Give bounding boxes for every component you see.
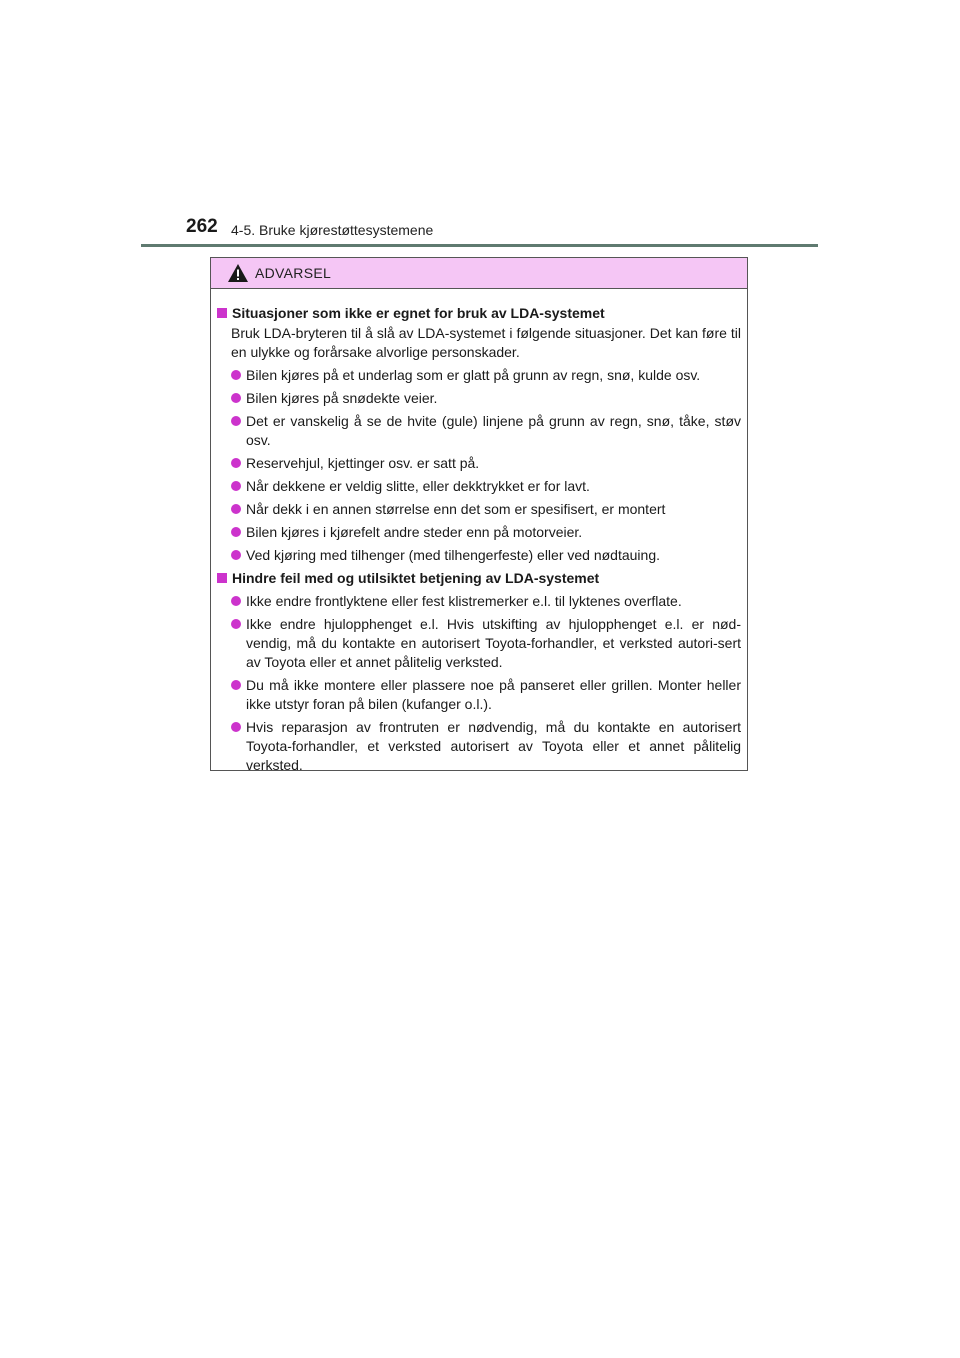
list-item-text: Hvis reparasjon av frontruten er nødvendig, må du kontakte en autorisert Toyota-forhandler, et verksted autorisert av Toyota eller et annet pålitelig verksted.: [246, 719, 741, 773]
bullet-dot-icon: [231, 393, 241, 403]
list-item: [217, 454, 741, 473]
section-intro: Bruk LDA-bryteren til å slå av LDA-systemet i følgende situasjoner. Det kan føre til en ulykke og forårsake alvorlige personskader.: [231, 325, 741, 360]
section-heading-text: Hindre feil med og utilsiktet betjening av LDA-systemet: [232, 570, 600, 586]
warning-header: [211, 258, 747, 289]
list-item: [217, 366, 741, 385]
bullet-dot-icon: [231, 619, 241, 629]
bullet-dot-icon: [231, 416, 241, 426]
list-item-text: Når dekk i en annen størrelse enn det som er spesifisert, er montert: [246, 501, 666, 517]
bullet-dot-icon: [231, 527, 241, 537]
section-heading-text: Situasjoner som ikke er egnet for bruk av LDA-systemet: [232, 305, 605, 321]
page-number: 262: [186, 216, 218, 237]
list-item-text: Du må ikke montere eller plassere noe på panseret eller grillen. Monter heller ikke utstyr foran på bilen (kufanger o.l.).: [246, 677, 741, 712]
list-item-text: Reservehjul, kjettinger osv. er satt på.: [246, 455, 480, 471]
list-item-text: Ikke endre frontlyktene eller fest klistremerker e.l. til lyktenes overflate.: [246, 593, 682, 609]
section-title: 4-5. Bruke kjørestøttesystemene: [231, 222, 434, 238]
bullet-dot-icon: [231, 504, 241, 514]
warning-label: ADVARSEL: [255, 265, 332, 281]
bullet-dot-icon: [231, 458, 241, 468]
square-bullet-icon: [217, 573, 227, 583]
bullet-dot-icon: [231, 596, 241, 606]
section-heading: [217, 569, 741, 588]
bullet-dot-icon: [231, 550, 241, 560]
list-item-text: Bilen kjøres på snødekte veier.: [246, 390, 438, 406]
list-item: [217, 615, 741, 672]
list-item: [217, 718, 741, 775]
warning-triangle-icon: [227, 263, 249, 283]
bullet-dot-icon: [231, 722, 241, 732]
list-item: [217, 500, 741, 519]
list-item: [217, 477, 741, 496]
list-item-text: Ikke endre hjulopphenget e.l. Hvis utskifting av hjulopphenget e.l. er nød-vendig, må du kontakte en autorisert Toyota-forhandler, et verksted autori-sert av Toyota eller et annet pålitelig verksted.: [246, 616, 741, 670]
list-item-text: Bilen kjøres på et underlag som er glatt på grunn av regn, snø, kulde osv.: [246, 367, 701, 383]
list-item: [217, 592, 741, 611]
list-item: [217, 523, 741, 542]
bullet-dot-icon: [231, 481, 241, 491]
list-item: [217, 676, 741, 714]
list-item-text: Bilen kjøres i kjørefelt andre steder enn på motorveier.: [246, 524, 583, 540]
square-bullet-icon: [217, 308, 227, 318]
list-item: [217, 389, 741, 408]
list-item-text: Det er vanskelig å se de hvite (gule) linjene på grunn av regn, snø, tåke, støv osv.: [246, 413, 741, 448]
warning-box: [210, 257, 748, 771]
bullet-dot-icon: [231, 680, 241, 690]
list-item: [217, 412, 741, 450]
section-heading: [217, 304, 741, 323]
warning-body: [211, 289, 747, 775]
list-item-text: Ved kjøring med tilhenger (med tilhengerfeste) eller ved nødtauing.: [246, 547, 660, 563]
list-item: [217, 546, 741, 565]
list-item-text: Når dekkene er veldig slitte, eller dekktrykket er for lavt.: [246, 478, 590, 494]
header-rule: [141, 244, 818, 247]
bullet-dot-icon: [231, 370, 241, 380]
